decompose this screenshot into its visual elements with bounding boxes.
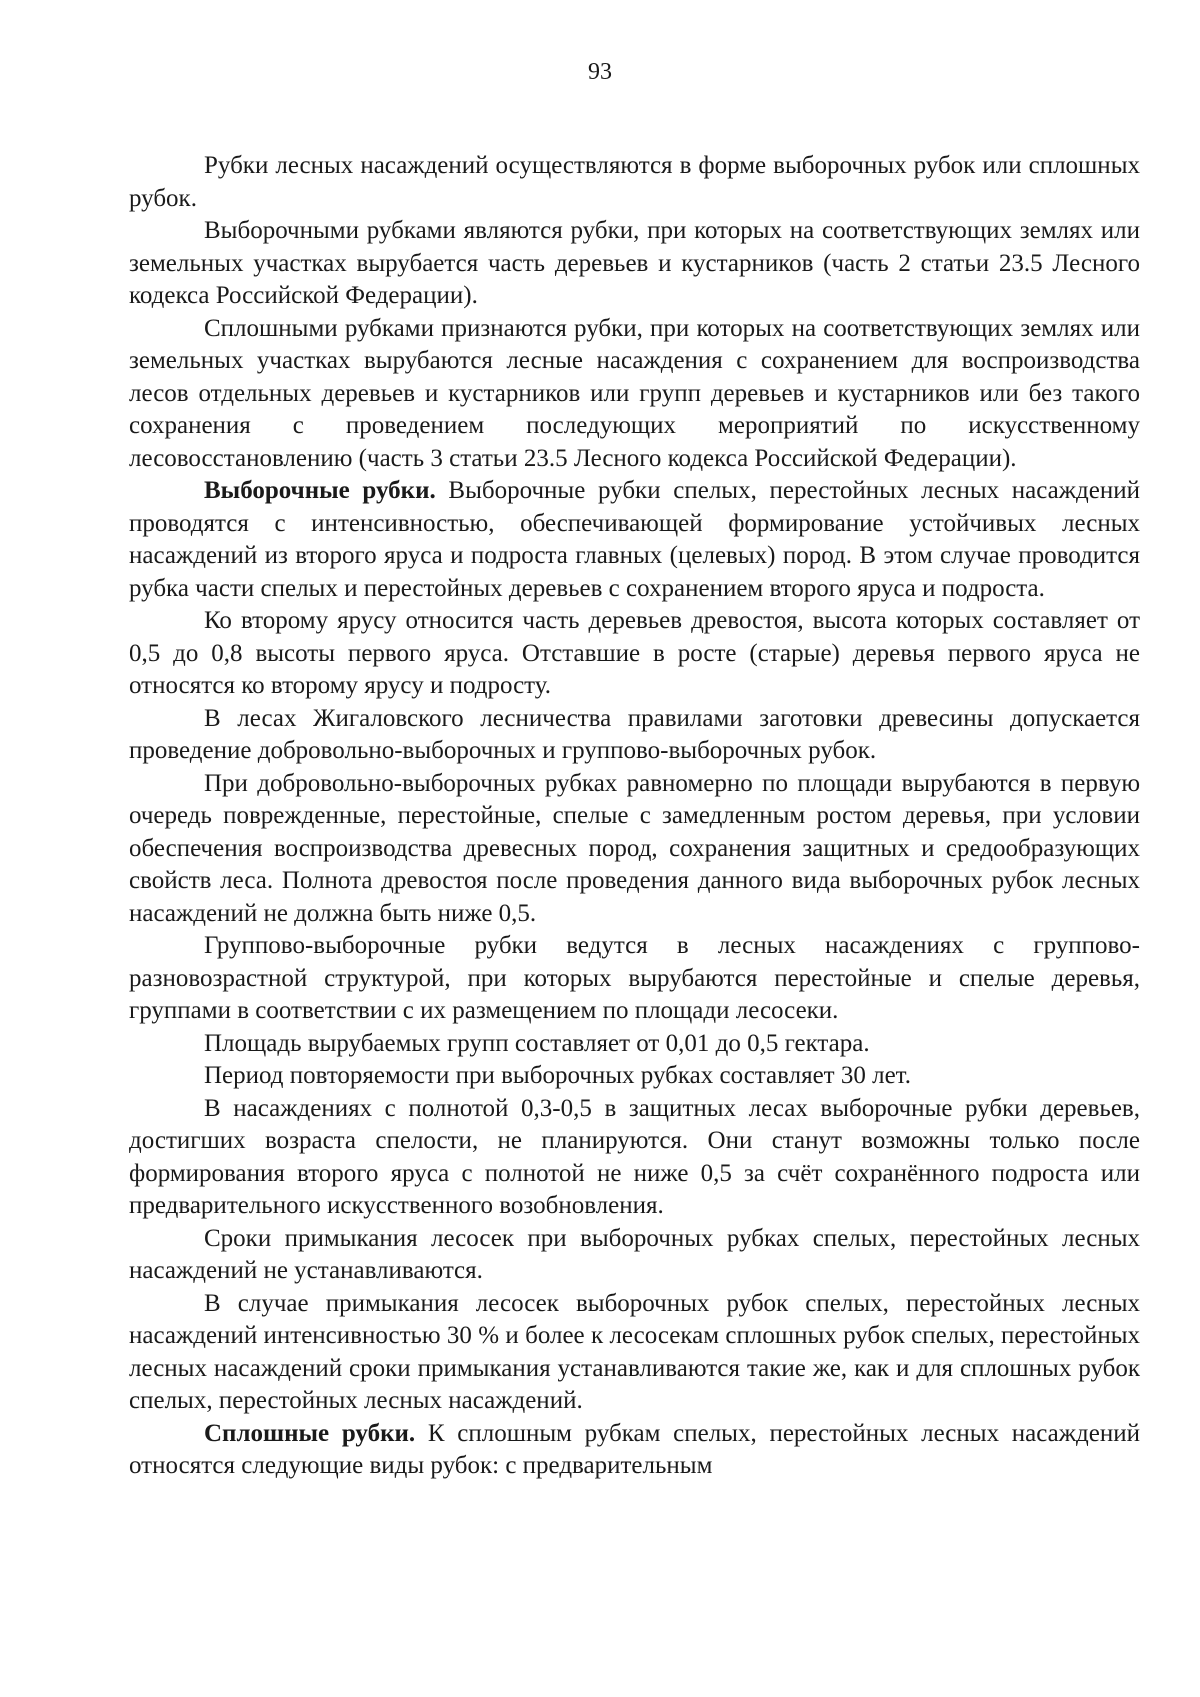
paragraph-13 [129, 1288, 1140, 1418]
body-text [129, 150, 1140, 1483]
paragraph-text: В насаждениях с полнотой 0,3-0,5 в защитных лесах выборочные рубки деревьев, достигших возраста спелости, не планируются. Они станут возможны только после формирования второго яруса с полнотой не ниже 0,5 за счёт сохранённого подроста или предварительного искусственного возобновления. [129, 1094, 1140, 1219]
paragraph-11 [129, 1093, 1140, 1223]
paragraph-1 [129, 150, 1140, 215]
paragraph-text: Группово-выборочные рубки ведутся в лесных насаждениях с группово-разновозрастной структурой, при которых вырубаются перестойные и спелые деревья, группами в соответствии с их размещением по площади лесосеки. [129, 932, 1140, 1024]
paragraph-text: Выборочные рубки спелых, перестойных лесных насаждений проводятся с интенсивностью, обеспечивающей формирование устойчивых лесных насаждений из второго яруса и подроста главных (целевых) пород. В этом случае проводится рубка части спелых и перестойных деревьев с сохранением второго яруса и подроста. [129, 477, 1140, 602]
paragraph-12 [129, 1223, 1140, 1288]
paragraph-3 [129, 313, 1140, 476]
paragraph-text: Выборочными рубками являются рубки, при которых на соответствующих землях или земельных участках вырубается часть деревьев и кустарников (часть 2 статьи 23.5 Лесного кодекса Российской Федерации). [129, 217, 1140, 309]
paragraph-text: Рубки лесных насаждений осуществляются в форме выборочных рубок или сплошных рубок. [129, 152, 1140, 212]
paragraph-7 [129, 768, 1140, 931]
section-heading-selective-cutting: Выборочные рубки. [204, 477, 436, 504]
paragraph-text: Сроки примыкания лесосек при выборочных рубках спелых, перестойных лесных насаждений не устанавливаются. [129, 1224, 1140, 1284]
paragraph-10 [129, 1060, 1140, 1093]
paragraph-4 [129, 475, 1140, 605]
paragraph-text: В лесах Жигаловского лесничества правилами заготовки древесины допускается проведение добровольно-выборочных и группово-выборочных рубок. [129, 704, 1140, 764]
paragraph-text: Площадь вырубаемых групп составляет от 0,01 до 0,5 гектара. [204, 1029, 870, 1057]
paragraph-8 [129, 930, 1140, 1028]
paragraph-2 [129, 215, 1140, 313]
paragraph-6 [129, 703, 1140, 768]
paragraph-text: К сплошным рубкам спелых, перестойных лесных насаждений относятся следующие виды рубок: с предварительным [129, 1419, 1140, 1479]
paragraph-text: При добровольно-выборочных рубках равномерно по площади вырубаются в первую очередь поврежденные, перестойные, спелые с замедленным ростом деревья, при условии обеспечения воспроизводства древесных пород, сохранения защитных и средообразующих свойств леса. Полнота древостоя после проведения данного вида выборочных рубок лесных насаждений не должна быть ниже 0,5. [129, 769, 1140, 927]
paragraph-text: В случае примыкания лесосек выборочных рубок спелых, перестойных лесных насаждений интенсивностью 30 % и более к лесосекам сплошных рубок спелых, перестойных лесных насаждений сроки примыкания устанавливаются такие же, как и для сплошных рубок спелых, перестойных лесных насаждений. [129, 1289, 1140, 1414]
section-heading-clear-cutting: Сплошные рубки. [204, 1419, 416, 1447]
paragraph-text: Сплошными рубками признаются рубки, при которых на соответствующих землях или земельных участках вырубаются лесные насаждения с сохранением для воспроизводства лесов отдельных деревьев и кустарников или групп деревьев и кустарников или без такого сохранения с проведением последующих мероприятий по искусственному лесовосстановлению (часть 3 статьи 23.5 Лесного кодекса Российской Федерации). [129, 314, 1140, 472]
page-number: 93 [588, 59, 612, 85]
paragraph-text: Ко второму ярусу относится часть деревьев древостоя, высота которых составляет от 0,5 до 0,8 высоты первого яруса. Отставшие в росте (старые) деревья первого яруса не относятся ко второму ярусу и подросту. [129, 607, 1140, 699]
paragraph-14 [129, 1418, 1140, 1483]
paragraph-text: Период повторяемости при выборочных рубках составляет 30 лет. [204, 1062, 911, 1089]
paragraph-9 [129, 1028, 1140, 1061]
paragraph-5 [129, 605, 1140, 703]
